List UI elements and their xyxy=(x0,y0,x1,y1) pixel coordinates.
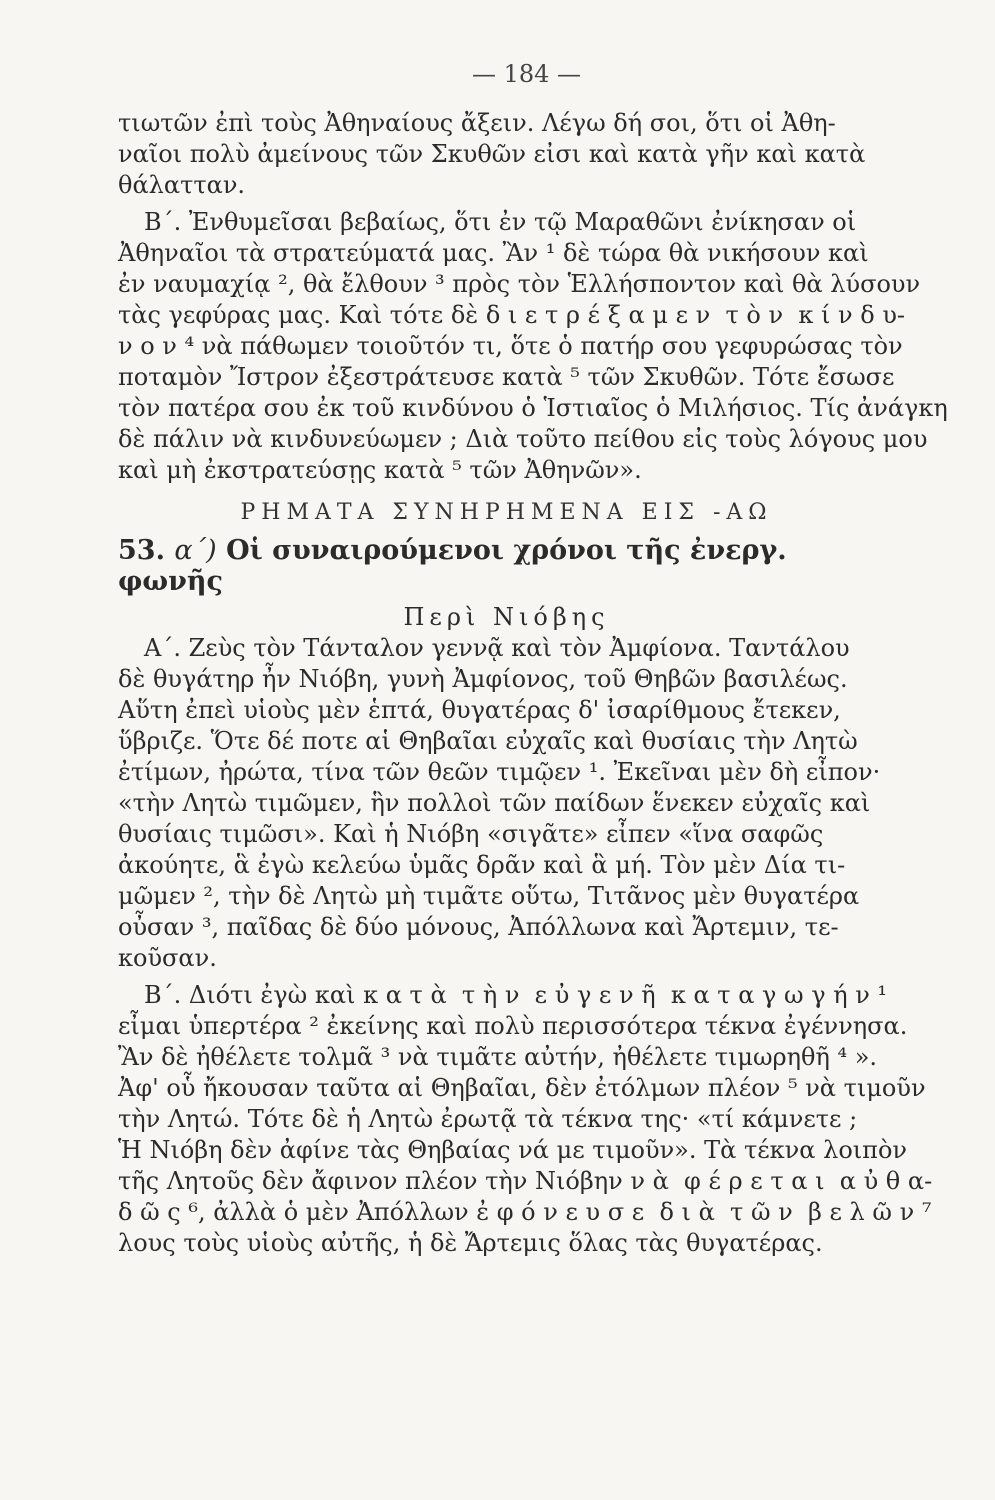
text-line: τὴν Λητώ. Τότε δὲ ἡ Λητὼ ἐρωτᾷ τὰ τέκνα της· «τί κάμνετε ; xyxy=(118,1105,858,1133)
text-line: Αὕτη ἐπεὶ υἱοὺς μὲν ἑπτά, θυγατέρας δ' ἰσαρίθμους ἔτεκεν, xyxy=(118,696,841,724)
text-line: Ἀθηναῖοι τὰ στρατεύματά μας. Ἂν ¹ δὲ τώρα θὰ νικήσουν καὶ xyxy=(118,239,869,267)
text-line: τὰς γεφύρας μας. Καὶ τότε δὲ δ ι ε τ ρ έ ξ α μ ε ν τ ὸ ν κ ί ν δ υ- xyxy=(118,301,906,329)
section-title-text: Οἱ συναιρούμενοι χρόνοι τῆς ἐνεργ. φωνῆς xyxy=(118,535,787,597)
text-line: τὸν πατέρα σου ἐκ τοῦ κινδύνου ὁ Ἱστιαῖος ὁ Μιλήσιος. Τίς ἀνάγκη xyxy=(118,394,948,422)
section-title xyxy=(118,535,895,597)
text-line: ἐτίμων, ἠρώτα, τίνα τῶν θεῶν τιμῷεν ¹. Ἐκεῖναι μὲν δὴ εἶπον· xyxy=(118,758,881,786)
text-line: τῆς Λητοῦς δὲν ἄφινον πλέον τὴν Νιόβην ν ὰ φ έ ρ ε τ α ι α ὐ θ α- xyxy=(118,1167,933,1195)
text-line: ναῖοι πολὺ ἀμείνους τῶν Σκυθῶν εἰσι καὶ κατὰ γῆν καὶ κατὰ xyxy=(118,140,866,168)
text-line: οὖσαν ³, παῖδας δὲ δύο μόνους, Ἀπόλλωνα καὶ Ἄρτεμιν, τε- xyxy=(118,913,839,941)
chapter-heading: ΡΗΜΑΤΑ ΣΥΝΗΡΗΜΕΝΑ ΕΙΣ -ΑΩ xyxy=(240,500,773,525)
text-line: ἀκούητε, ἃ ἐγὼ κελεύω ὑμᾶς δρᾶν καὶ ἃ μή. Τὸν μὲν Δία τι- xyxy=(118,851,846,879)
text-line: ὕβριζε. Ὅτε δέ ποτε αἱ Θηβαῖαι εὐχαῖς καὶ θυσίαις τὴν Λητὼ xyxy=(118,727,858,755)
text-line: λους τοὺς υἱοὺς αὐτῆς, ἡ δὲ Ἄρτεμις ὅλας τὰς θυγατέρας. xyxy=(118,1229,823,1257)
text-line: δ ῶ ς ⁶, ἀλλὰ ὁ μὲν Ἀπόλλων ἐ φ ό ν ε υ σ ε δ ι ὰ τ ῶ ν β ε λ ῶ ν ⁷ xyxy=(118,1198,932,1226)
paragraph-b xyxy=(118,207,948,486)
text-line: τιωτῶν ἐπὶ τοὺς Ἀθηναίους ἄξειν. Λέγω δή σοι, ὅτι οἱ Ἀθη- xyxy=(118,109,836,137)
page-number: — 184 — xyxy=(471,60,582,88)
text-line: δὲ θυγάτηρ ἦν Νιόβη, γυνὴ Ἀμφίονος, τοῦ Θηβῶν βασιλέως. xyxy=(118,665,848,693)
text-line: Β΄. Ἐνθυμεῖσαι βεβαίως, ὅτι ἐν τῷ Μαραθῶνι ἐνίκησαν οἱ xyxy=(144,208,857,236)
text-line: ν ο ν ⁴ νὰ πάθωμεν τοιοῦτόν τι, ὅτε ὁ πατήρ σου γεφυρώσας τὸν xyxy=(118,332,903,360)
paragraph-niobe-b xyxy=(118,980,933,1259)
text-line: Α΄. Ζεὺς τὸν Τάνταλον γεννᾷ καὶ τὸν Ἀμφίονα. Ταντάλου xyxy=(144,634,850,662)
text-line: Ἡ Νιόβη δὲν ἀφίνε τὰς Θηβαίας νά με τιμοῦν». Τὰ τέκνα λοιπὸν xyxy=(118,1136,907,1164)
text-line: Β΄. Διότι ἐγὼ καὶ κ α τ ὰ τ ὴ ν ε ὐ γ ε ν ῆ κ α τ α γ ω γ ή ν ¹ xyxy=(144,981,888,1009)
text-line: θυσίαις τιμῶσι». Καὶ ἡ Νιόβη «σιγᾶτε» εἶπεν «ἵνα σαφῶς xyxy=(118,820,824,848)
text-line: κοῦσαν. xyxy=(118,944,217,972)
text-line: μῶμεν ², τὴν δὲ Λητὼ μὴ τιμᾶτε οὕτω, Τιτᾶνος μὲν θυγατέρα xyxy=(118,882,860,910)
text-line: Ἀφ' οὗ ἤκουσαν ταῦτα αἱ Θηβαῖαι, δὲν ἐτόλμων πλέον ⁵ νὰ τιμοῦν xyxy=(118,1074,926,1102)
text-line: Ἂν δὲ ἠθέλετε τολμᾶ ³ νὰ τιμᾶτε αὐτήν, ἠθέλετε τιμωρηθῆ ⁴ ». xyxy=(118,1043,878,1071)
text-line: δὲ πάλιν νὰ κινδυνεύωμεν ; Διὰ τοῦτο πείθου εἰς τοὺς λόγους μου xyxy=(118,425,928,453)
text-line: «τὴν Λητὼ τιμῶμεν, ἣν πολλοὶ τῶν παίδων ἕνεκεν εὐχαῖς καὶ xyxy=(118,789,871,817)
text-line: ἐν ναυμαχίᾳ ², θὰ ἔλθουν ³ πρὸς τὸν Ἑλλήσποντον καὶ θὰ λύσουν xyxy=(118,270,921,298)
text-line: καὶ μὴ ἐκστρατεύσῃς κατὰ ⁵ τῶν Ἀθηνῶν». xyxy=(118,456,642,484)
story-subheading: Περὶ Νιόβης xyxy=(403,603,610,631)
text-line: ποταμὸν Ἴστρον ἐξεστράτευσε κατὰ ⁵ τῶν Σκυθῶν. Τότε ἔσωσε xyxy=(118,363,895,391)
text-line: θάλατταν. xyxy=(118,171,246,199)
paragraph-continuation xyxy=(118,108,895,201)
paragraph-niobe-a xyxy=(118,633,895,974)
section-label: α΄) xyxy=(174,535,217,566)
section-number: 53. xyxy=(118,535,165,566)
text-line: εἶμαι ὑπερτέρα ² ἐκείνης καὶ πολὺ περισσότερα τέκνα ἐγέννησα. xyxy=(118,1012,908,1040)
